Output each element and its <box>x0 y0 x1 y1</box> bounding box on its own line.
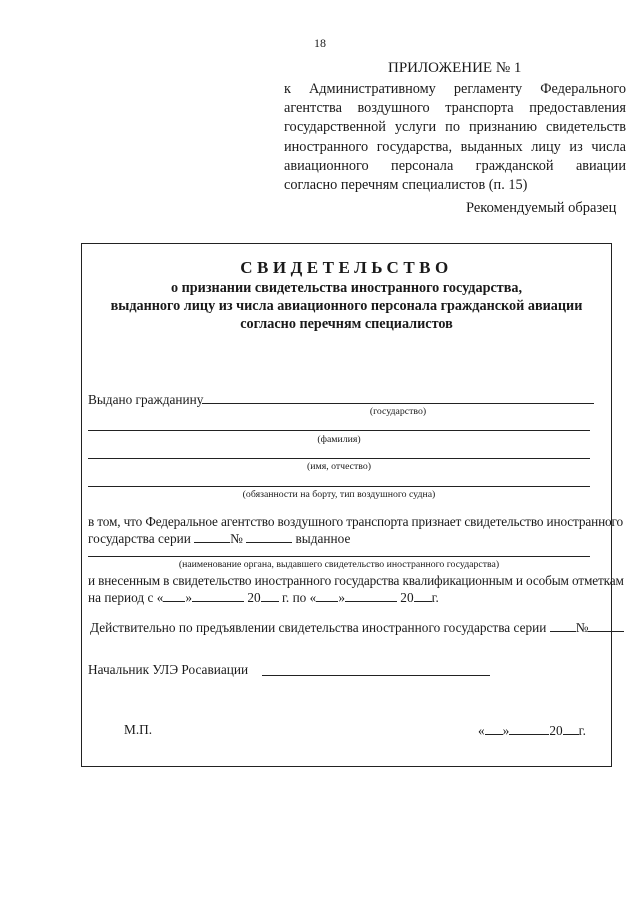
period-end-year-prefix: 20 <box>400 590 414 605</box>
issuer-caption: (наименование органа, выдавшего свидетельство иностранного государства) <box>178 559 500 570</box>
date-day-field[interactable] <box>485 722 503 735</box>
period-end-month-field[interactable] <box>345 589 397 602</box>
period-start-day-field[interactable] <box>163 589 185 602</box>
period-start-year-field[interactable] <box>261 589 279 602</box>
date-line <box>478 722 586 739</box>
validity-text: Действительно по предъявлении свидетельства иностранного государства серии <box>90 620 547 635</box>
entered-line: и внесенным в свидетельство иностранного государства квалификационным и особым отметкам <box>88 573 624 588</box>
validity-number-label: № <box>575 620 589 635</box>
state-field[interactable] <box>202 403 594 404</box>
certificate-title: СВИДЕТЕЛЬСТВО <box>240 258 453 277</box>
appendix-line: иностранного государства, выданных лицу из числа <box>284 138 626 155</box>
appendix-line: к Административному регламенту Федерального <box>284 81 626 97</box>
page-number: 18 <box>314 36 326 50</box>
issuer-field[interactable] <box>88 556 590 557</box>
issued-to-label: Выдано гражданину <box>88 392 204 407</box>
state-caption: (государство) <box>369 406 427 417</box>
issued-label: выданное <box>295 531 351 546</box>
stamp-label: М.П. <box>124 722 153 737</box>
date-g-label: г. <box>578 723 586 738</box>
validity-series-field[interactable] <box>550 619 576 632</box>
sample-label: Рекомендуемый образец <box>466 200 617 216</box>
certificate-subtitle <box>81 279 612 333</box>
duties-field[interactable] <box>88 486 590 487</box>
series-label: государства серии <box>88 531 191 546</box>
period-start-year-prefix: 20 <box>247 590 261 605</box>
head-label: Начальник УЛЭ Росавиации <box>88 662 249 677</box>
period-start-month-field[interactable] <box>192 589 244 602</box>
validity-number-field[interactable] <box>588 619 624 632</box>
appendix-line: государственной услуги по признанию свидетельств <box>284 119 626 136</box>
period-end-day-field[interactable] <box>316 589 338 602</box>
name-caption: (имя, отчество) <box>306 461 372 472</box>
surname-caption: (фамилия) <box>317 434 361 445</box>
date-year-field[interactable] <box>563 722 579 735</box>
surname-field[interactable] <box>88 430 590 431</box>
duties-caption: (обязанности на борту, тип воздушного судна) <box>242 489 436 500</box>
signature-field[interactable] <box>262 675 490 676</box>
appendix-line: согласно перечням специалистов (п. 15) <box>284 177 528 194</box>
date-month-field[interactable] <box>509 722 549 735</box>
number-label: № <box>230 531 243 546</box>
number-field[interactable] <box>246 530 292 543</box>
recognition-line-2 <box>88 530 350 547</box>
period-open-quote: на период с « <box>88 590 164 605</box>
subtitle-line: согласно перечням специалистов <box>240 316 453 332</box>
date-open-quote: « <box>478 723 485 738</box>
subtitle-line: выданного лицу из числа авиационного персонала гражданской авиации <box>110 298 583 314</box>
appendix-line: авиационного персонала гражданской авиации <box>284 157 626 174</box>
validity-line <box>90 619 624 636</box>
appendix-line: агентства воздушного транспорта предоставления <box>284 100 626 117</box>
period-close-quote: » <box>185 590 193 605</box>
series-field[interactable] <box>194 530 230 543</box>
recognition-line-1: в том, что Федеральное агентство воздушного транспорта признает свидетельство иностранного <box>88 514 624 529</box>
period-line <box>88 589 439 606</box>
period-end-year-field[interactable] <box>414 589 432 602</box>
period-end-label: г. <box>431 590 439 605</box>
appendix-text <box>284 80 626 195</box>
period-to-label: г. по « <box>281 590 317 605</box>
appendix-title: ПРИЛОЖЕНИЕ № 1 <box>388 60 522 76</box>
period-close-quote-2: » <box>338 590 345 605</box>
date-close-quote: » <box>502 723 510 738</box>
name-field[interactable] <box>88 458 590 459</box>
date-year-prefix: 20 <box>549 723 563 738</box>
subtitle-line: о признании свидетельства иностранного государства, <box>170 280 523 296</box>
